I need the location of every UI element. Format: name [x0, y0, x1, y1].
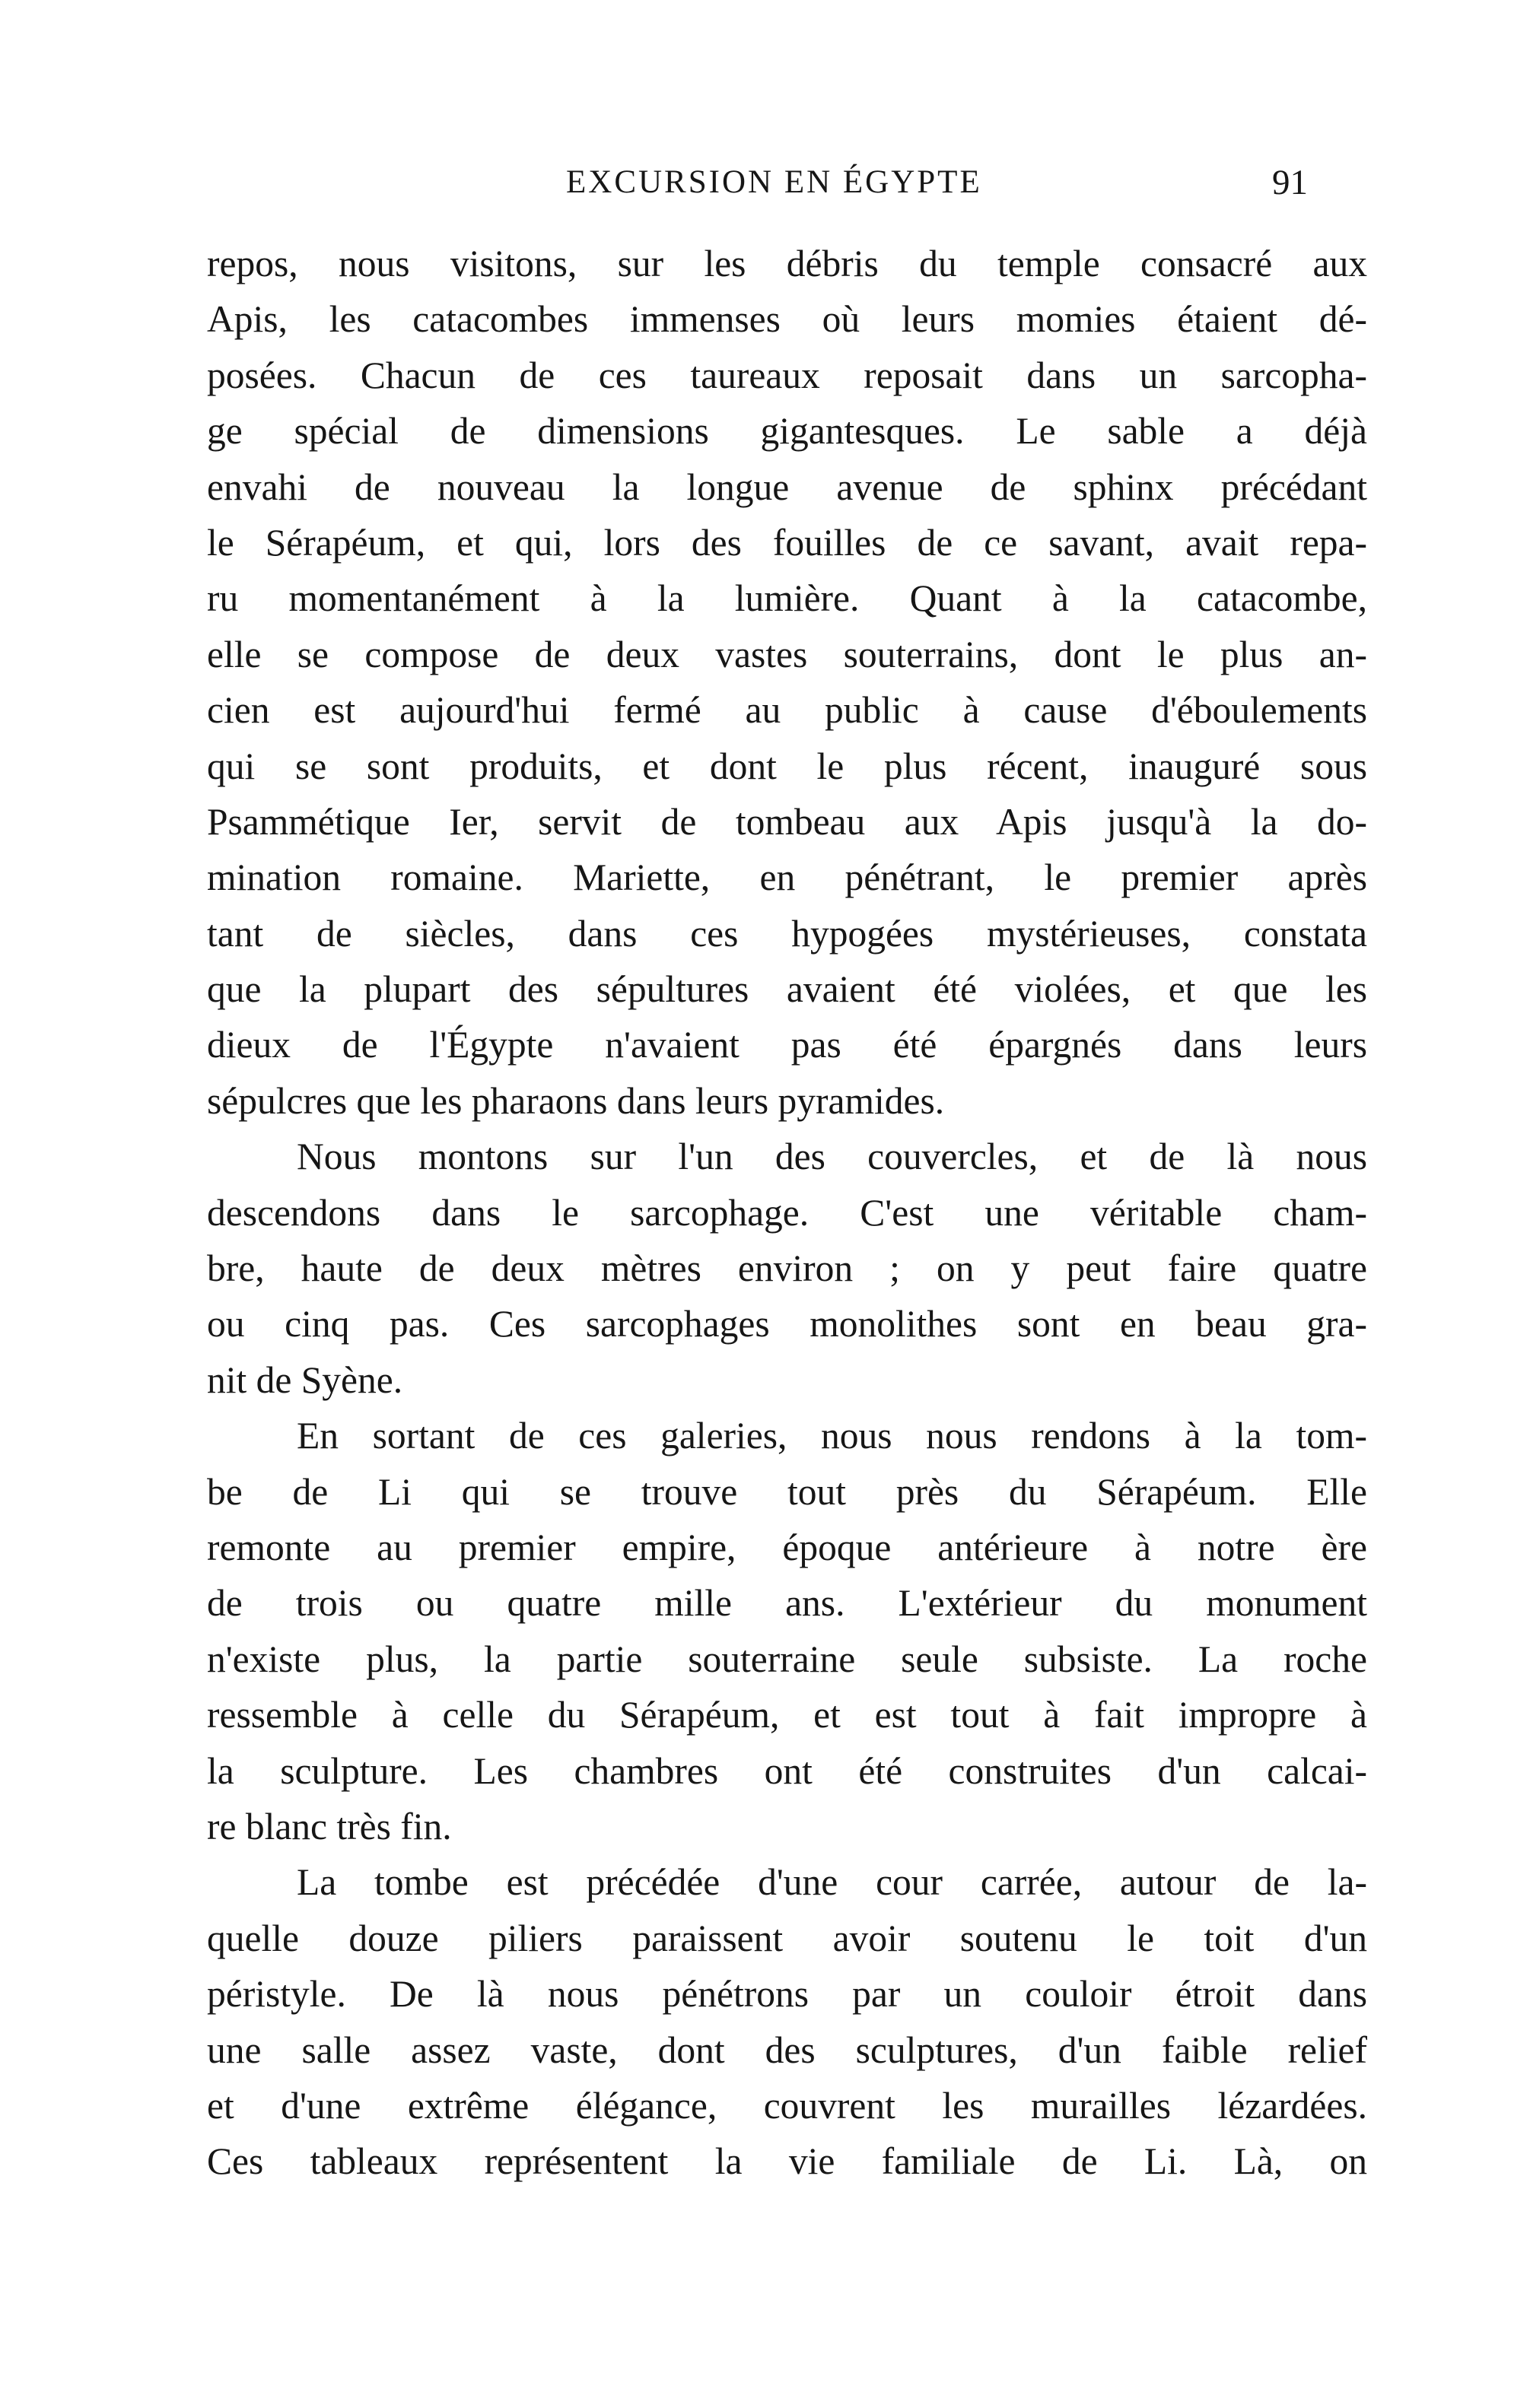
running-title: EXCURSION EN ÉGYPTE [566, 164, 982, 200]
text-line: dieux de l'Égypte n'avaient pas été épargnés dans leurs [207, 1024, 1367, 1066]
text-line: que la plupart des sépultures avaient été violées, et que les [207, 968, 1367, 1011]
running-head [0, 160, 1530, 205]
text-line: la sculpture. Les chambres ont été construites d'un calcai- [207, 1749, 1367, 1792]
text-line: ge spécial de dimensions gigantesques. Le sable a déjà [207, 410, 1367, 453]
paragraph-first-line: En sortant de ces galeries, nous nous rendons à la tom- [297, 1415, 1367, 1457]
text-line: Ces tableaux représentent la vie familiale de Li. Là, on [207, 2140, 1367, 2183]
text-line: posées. Chacun de ces taureaux reposait dans un sarcopha- [207, 354, 1367, 396]
text-line: et d'une extrême élégance, couvrent les murailles lézardées. [207, 2084, 1367, 2127]
text-line: péristyle. De là nous pénétrons par un couloir étroit dans [207, 1973, 1367, 2016]
text-line: Apis, les catacombes immenses où leurs momies étaient dé- [207, 298, 1367, 341]
text-line: repos, nous visitons, sur les débris du temple consacré aux [207, 243, 1367, 284]
text-line: une salle assez vaste, dont des sculptures, d'un faible relief [207, 2028, 1367, 2071]
page-number: 91 [1272, 163, 1308, 202]
paragraph-last-line: nit de Syène. [207, 1358, 403, 1401]
text-line: be de Li qui se trouve tout près du Sérapéum. Elle [207, 1470, 1367, 1513]
text-line: tant de siècles, dans ces hypogées mystérieuses, constata [207, 912, 1367, 955]
text-line: Psammétique Ier, servit de tombeau aux Apis jusqu'à la do- [207, 800, 1367, 843]
text-line: ressemble à celle du Sérapéum, et est tout à fait impropre à [207, 1694, 1367, 1736]
text-line: ru momentanément à la lumière. Quant à la catacombe, [207, 577, 1367, 620]
paragraph-first-line: Nous montons sur l'un des couvercles, et de là nous [297, 1136, 1367, 1178]
text-line: n'existe plus, la partie souterraine seule subsiste. La roche [207, 1638, 1367, 1680]
text-line: mination romaine. Mariette, en pénétrant, le premier après [207, 856, 1367, 899]
body-text [207, 236, 1367, 2190]
text-line: qui se sont produits, et dont le plus récent, inauguré sous [207, 745, 1367, 787]
text-line: de trois ou quatre mille ans. L'extérieur du monument [207, 1582, 1367, 1625]
text-line: elle se compose de deux vastes souterrains, dont le plus an- [207, 633, 1367, 675]
text-line: le Sérapéum, et qui, lors des fouilles de ce savant, avait repa- [207, 521, 1367, 564]
text-line: remonte au premier empire, époque antérieure à notre ère [207, 1526, 1367, 1568]
paragraph-last-line: re blanc très fin. [207, 1805, 452, 1847]
text-line: envahi de nouveau la longue avenue de sphinx précédant [207, 465, 1367, 508]
text-line: bre, haute de deux mètres environ ; on y peut faire quatre [207, 1247, 1367, 1290]
text-line: ou cinq pas. Ces sarcophages monolithes sont en beau gra- [207, 1303, 1367, 1345]
text-line: cien est aujourd'hui fermé au public à cause d'éboulements [207, 689, 1367, 732]
text-line: quelle douze piliers paraissent avoir soutenu le toit d'un [207, 1917, 1367, 1959]
paragraph-last-line: sépulcres que les pharaons dans leurs pyramides. [207, 1079, 945, 1122]
paragraph-first-line: La tombe est précédée d'une cour carrée, autour de la- [297, 1861, 1367, 1904]
text-line: descendons dans le sarcophage. C'est une véritable cham- [207, 1191, 1367, 1234]
